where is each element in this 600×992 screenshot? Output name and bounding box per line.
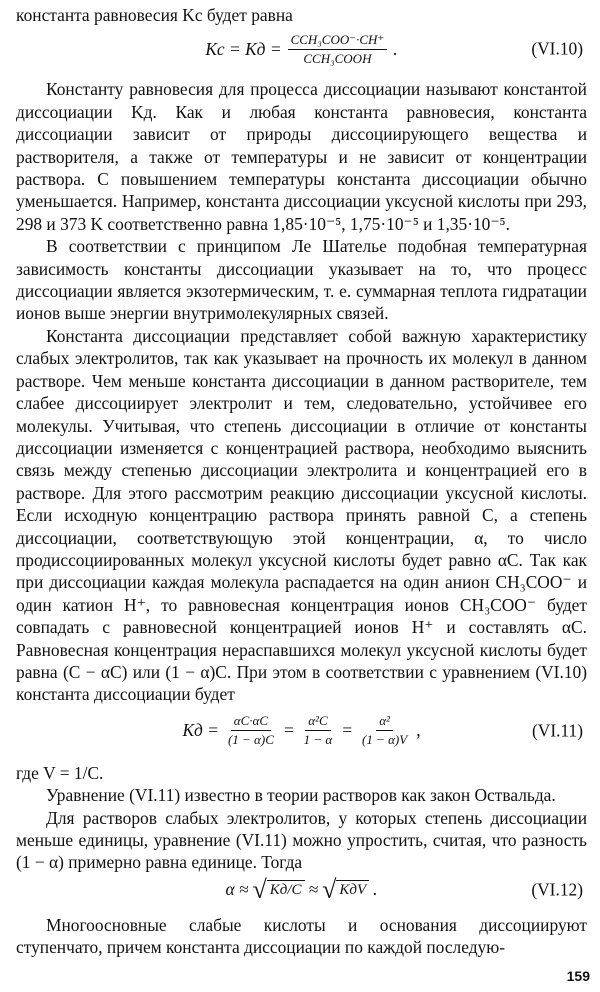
equation-vi11-fraction-3 [359, 713, 410, 748]
equation-vi10-fraction [288, 32, 388, 67]
equation-vi11-lhs: Kд = [182, 720, 219, 741]
equation-vi11 [16, 708, 587, 754]
paragraph-dissociation-constant: Константу равновесия для процесса диссоциации называют константой диссоциации Kд. Как и любая константа равновесия, константа диссоциации зависит от природы диссоциирующего вещества и растворителя, а также от температуры и не зависит от концентрации раствора. С повышением температуры константа диссоциации обычно уменьшается. Например, константа диссоциации уксусной кислоты при 293, 298 и 373 K соответственно равна 1,85·10⁻⁵, 1,75·10⁻⁵ и 1,35·10⁻⁵. [16, 79, 587, 234]
sqrt-icon: √ [252, 874, 267, 904]
equation-vi11-equals-a: = [282, 720, 295, 741]
equation-vi11-equals-b: = [341, 720, 353, 741]
equation-vi12-tail: . [373, 879, 378, 900]
equation-vi10 [16, 28, 587, 70]
equation-vi10-denominator: CCH₃COOH [303, 50, 372, 66]
equation-vi12-radicand-1: Kд/C [267, 880, 305, 899]
equation-vi12-radicand-2: KдV [336, 880, 369, 899]
equation-vi12-mid: ≈ [308, 879, 319, 900]
equation-vi12-expr [225, 874, 378, 904]
equation-vi12 [16, 874, 587, 906]
paragraph-polybasic: Многоосновные слабые кислоты и основания диссоциируют ступенчато, причем константа диссоциации по каждой последую- [16, 914, 587, 958]
page-number: 159 [566, 968, 590, 984]
equation-vi12-root-1 [252, 874, 305, 904]
equation-vi11-number: (VI.11) [531, 720, 583, 741]
equation-vi10-lhs: Kс = Kд = [205, 38, 282, 59]
equation-vi11-fraction-3-numerator: α² [376, 713, 393, 731]
equation-vi12-lhs: α ≈ [225, 879, 249, 900]
equation-vi12-number: (VI.12) [531, 879, 583, 900]
equation-vi12-root-2 [322, 874, 369, 904]
equation-vi11-fraction-1 [225, 713, 277, 748]
where-line: где V = 1/C. [16, 762, 104, 783]
equation-vi11-fraction-2 [301, 713, 336, 748]
paragraph-weak-electrolytes: Константа диссоциации представляет собой важную характеристику слабых электролитов, так как указывает на прочность их молекул в данном растворе. Чем меньше константа диссоциации в данном растворителе, тем слабее диссоциирует электролит и тем, следовательно, устойчивее его молекулы. Учитывая, что степень диссоциации в отличие от константы диссоциации изменяется с концентрацией раствора, необходимо выяснить связь между степенью диссоциации электролита и концентрацией его в растворе. Для этого рассмотрим реакцию диссоциации уксусной кислоты. Если исходную концентрацию раствора принять равной C, а степень диссоциации, соответствующую этой концентрации, α, то число продиссоциированных молекул уксусной кислоты будет равно αC. Так как при диссоциации каждая молекула распадается на один анион CH₃COO⁻ и один катион H⁺, то равновесная концентрация ионов CH₃COO⁻ будет совпадать с равновесной концентрацией ионов H⁺ и составлять αC. Равновесная концентрация нераспавшихся молекул уксусной кислоты будет равна (C − αC) или (1 − α)C. При этом в соответствии с уравнением (VI.10) константа диссоциации будет [16, 325, 587, 705]
equation-vi10-expr [205, 32, 397, 67]
paragraph-le-chatelier: В соответствии с принципом Ле Шателье подобная температурная зависимость константы диссоциации указывает на то, что процесс диссоциации является экзотермическим, т. е. суммарная теплота гидратации ионов выше энергии внутримолекулярных связей. [16, 236, 587, 324]
equation-vi10-number: (VI.10) [531, 38, 583, 59]
equation-vi11-tail: , [416, 720, 421, 741]
sqrt-icon: √ [322, 874, 337, 904]
intro-text: константа равновесия Kс будет равна [16, 5, 293, 25]
page-content [16, 4, 587, 959]
equation-vi11-fraction-2-numerator: α²C [305, 713, 330, 731]
equation-vi10-numerator: CCH₃COO⁻·CH⁺ [288, 32, 388, 50]
equation-vi11-fraction-2-denominator: 1 − α [303, 732, 333, 748]
equation-vi11-fraction-1-numerator: αC·αC [231, 713, 271, 731]
equation-vi11-expr [182, 713, 420, 748]
equation-vi11-fraction-3-denominator: (1 − α)V [361, 732, 408, 748]
paragraph-simplification: Для растворов слабых электролитов, у которых степень диссоциации меньше единицы, уравнение (VI.11) можно упростить, считая, что разность (1 − α) примерно равна единице. Тогда [16, 807, 587, 873]
equation-vi10-tail: . [393, 38, 398, 59]
equation-vi11-fraction-1-denominator: (1 − α)C [227, 732, 274, 748]
paragraph-ostwald-law: Уравнение (VI.11) известно в теории растворов как закон Оствальда. [46, 785, 556, 806]
